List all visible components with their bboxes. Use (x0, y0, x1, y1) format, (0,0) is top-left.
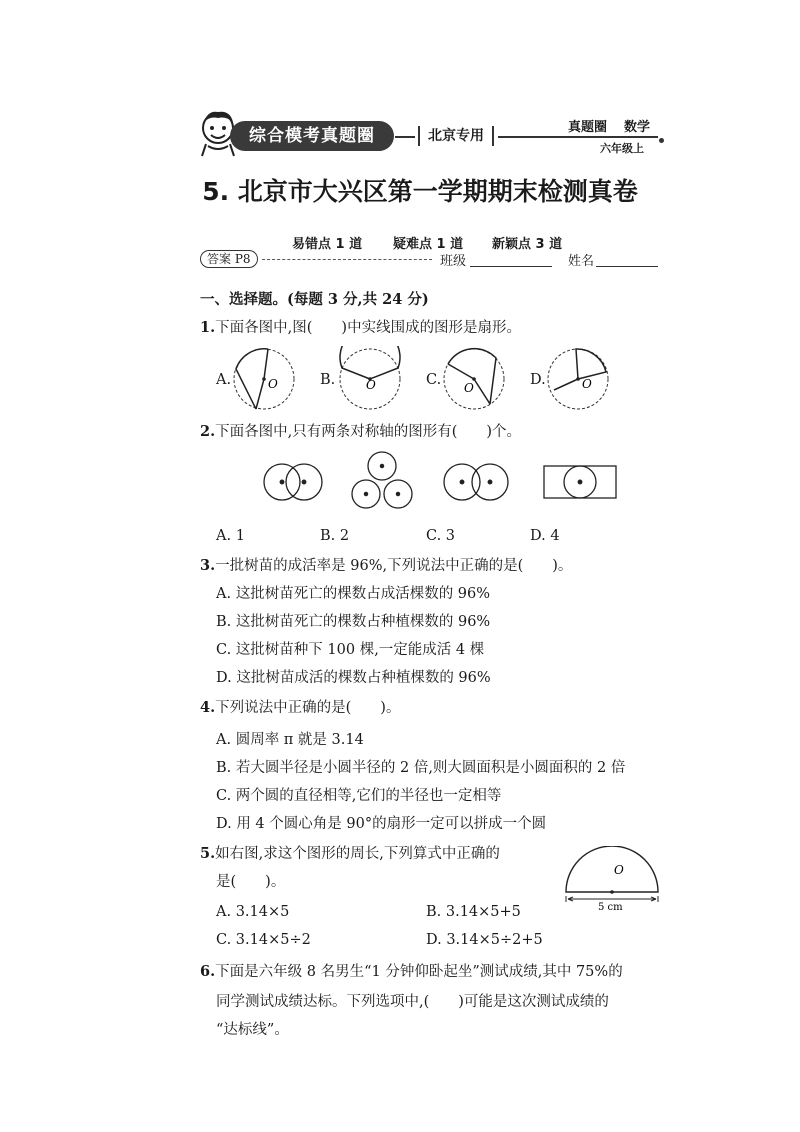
q2-figure-4 (544, 466, 616, 498)
q2-option-d: D. 4 (530, 528, 560, 544)
banner-title: 综合模考真题圈 (230, 121, 394, 151)
q5-text-1: 如右图,求这个图形的周长,下列算式中正确的 (215, 846, 500, 862)
q1-text: 下面各图中,图( )中实线围成的图形是扇形。 (215, 320, 522, 336)
brand-label: 真题圈 (568, 120, 608, 135)
q2-number: 2. (200, 423, 216, 440)
q3-option-a: A. 这批树苗死亡的棵数占成活棵数的 96% (216, 586, 491, 602)
question-2 (200, 422, 521, 442)
q4-option-c: C. 两个圆的直径相等,它们的半径也一定相等 (216, 788, 502, 804)
header-rule-left (395, 136, 415, 138)
question-4 (200, 698, 400, 718)
stat-error-prone: 易错点 1 道 (292, 237, 363, 252)
q1-d-center: O (582, 377, 592, 391)
q6-number: 6. (200, 963, 216, 980)
q2-figure-3 (444, 464, 508, 500)
stat-difficult: 疑难点 1 道 (393, 237, 464, 252)
page-title: 5. 北京市大兴区第一学期期末检测真卷 (202, 177, 638, 206)
q5-center-label: O (614, 863, 624, 877)
q2-figures (258, 448, 628, 518)
q2-text: 下面各图中,只有两条对称轴的图形有( )个。 (215, 424, 522, 440)
q6-line-2: 同学测试成绩达标。下列选项中,( )可能是这次测试成绩的 (216, 994, 609, 1010)
q5-dimension-label: 5 cm (598, 902, 623, 910)
q2-option-b: B. 2 (320, 528, 350, 544)
class-field[interactable] (470, 266, 552, 267)
q1-figure-c (444, 349, 504, 409)
q3-option-b: B. 这批树苗死亡的棵数占种植棵数的 96% (216, 614, 491, 630)
q2-option-c: C. 3 (426, 528, 456, 544)
q5-number: 5. (200, 845, 216, 862)
grade-label: 六年级上 (600, 142, 644, 155)
q1-figure-d (548, 349, 608, 409)
q4-option-a: A. 圆周率 π 就是 3.14 (216, 732, 364, 748)
stat-novel: 新颖点 3 道 (492, 237, 563, 252)
q3-number: 3. (200, 557, 216, 574)
q6-line-3: “达标线”。 (216, 1022, 289, 1038)
q1-figure-a (234, 349, 294, 409)
q1-option-a: A. (216, 372, 232, 388)
q3-text: 一批树苗的成活率是 96%,下列说法中正确的是( )。 (215, 558, 573, 574)
name-field[interactable] (596, 266, 658, 267)
q4-text: 下列说法中正确的是( )。 (215, 700, 401, 716)
q1-b-center: O (366, 378, 376, 392)
q1-option-c: C. (426, 372, 442, 388)
q1-figures (228, 346, 618, 412)
q1-option-b: B. (320, 372, 336, 388)
q5-option-c: C. 3.14×5÷2 (216, 932, 311, 948)
q5-figure (560, 846, 664, 910)
name-label: 姓名 (568, 254, 595, 269)
q2-figure-2 (352, 452, 412, 508)
q1-option-d: D. (530, 372, 546, 388)
header-dot (659, 138, 664, 143)
q3-option-d: D. 这批树苗成活的棵数占种植棵数的 96% (216, 670, 491, 686)
section-heading: 一、选择题。(每题 3 分,共 24 分) (200, 291, 429, 308)
q4-option-b: B. 若大圆半径是小圆半径的 2 倍,则大圆面积是小圆面积的 2 倍 (216, 760, 626, 776)
dashed-rule (262, 259, 432, 260)
q1-number: 1. (200, 319, 216, 336)
question-3 (200, 556, 572, 576)
q1-c-center: O (464, 381, 474, 395)
q5-option-a: A. 3.14×5 (216, 904, 290, 920)
region-label: 北京专用 (418, 126, 494, 146)
subject-label: 数学 (624, 120, 651, 135)
question-6 (200, 962, 623, 982)
question-1 (200, 318, 521, 338)
q4-number: 4. (200, 699, 216, 716)
q5-option-d: D. 3.14×5÷2+5 (426, 932, 543, 948)
q2-figure-1 (264, 464, 322, 500)
q5-text-2: 是( )。 (216, 874, 286, 890)
q1-a-center: O (268, 377, 278, 391)
q5-option-b: B. 3.14×5+5 (426, 904, 521, 920)
question-5 (200, 844, 500, 864)
q4-option-d: D. 用 4 个圆心角是 90°的扇形一定可以拼成一个圆 (216, 816, 547, 832)
class-label: 班级 (440, 254, 467, 269)
q3-option-c: C. 这批树苗种下 100 棵,一定能成活 4 棵 (216, 642, 485, 658)
q6-line-1: 下面是六年级 8 名男生“1 分钟仰卧起坐”测试成绩,其中 75%的 (215, 964, 623, 980)
q1-figure-b (340, 346, 400, 409)
q2-option-a: A. 1 (216, 528, 245, 544)
answer-ref: 答案 P8 (200, 250, 258, 268)
header-rule-right (498, 136, 658, 138)
